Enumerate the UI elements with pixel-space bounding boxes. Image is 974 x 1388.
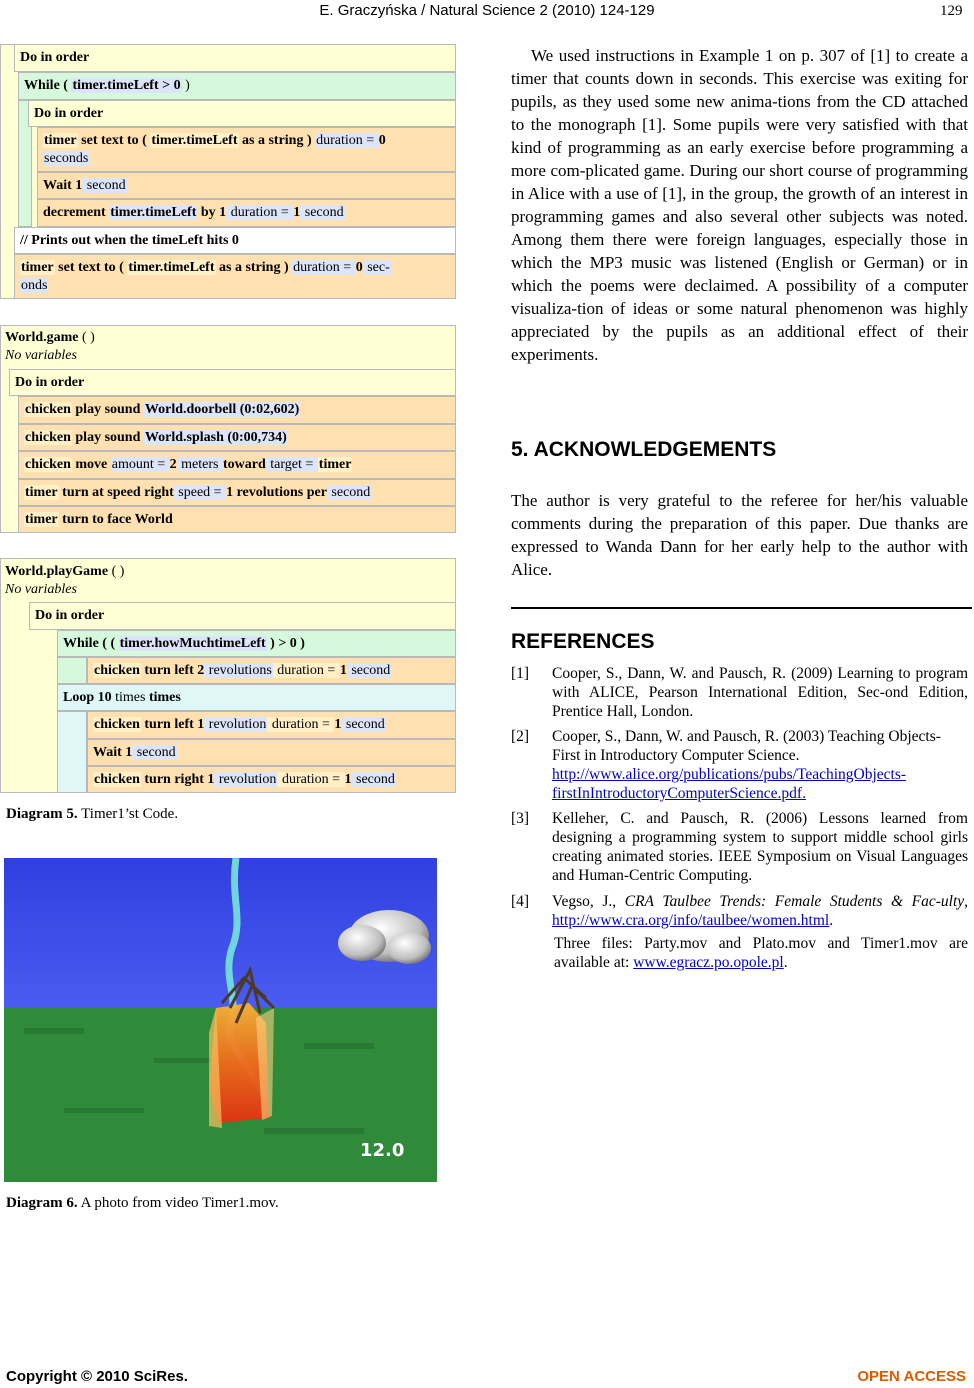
diagram-6-caption: Diagram 6. A photo from video Timer1.mov. bbox=[6, 1195, 279, 1211]
while-row: While ( ( timer.howMuchtimeLeft ) > 0 ) bbox=[57, 630, 456, 657]
reference-link[interactable]: http://www.cra.org/info/taulbee/women.html bbox=[552, 912, 830, 929]
loop-indent bbox=[57, 711, 87, 793]
statement-row: Wait 1 second bbox=[87, 739, 456, 766]
fire-icon bbox=[209, 1003, 274, 1128]
comment-row: // Prints out when the timeLeft hits 0 bbox=[14, 227, 456, 254]
inner-do-row: Do in order bbox=[28, 100, 456, 127]
copyright-footer: Copyright © 2010 SciRes. bbox=[6, 1368, 188, 1385]
loop-row: Loop 10 times times bbox=[57, 684, 456, 711]
open-access-label: OPEN ACCESS bbox=[857, 1368, 966, 1385]
statement-row: chicken turn right 1 revolution duration = 1 second bbox=[87, 766, 456, 793]
method-header: World.playGame ( ) No variables bbox=[5, 564, 125, 597]
reference-link[interactable]: firstInIntroductoryComputerScience.pdf. bbox=[552, 785, 806, 802]
files-link[interactable]: www.egracz.po.opole.pl bbox=[633, 954, 784, 971]
statement-row: chicken play sound World.splash (0:00,734) bbox=[18, 424, 456, 451]
reference-item: [4] Vegso, J., CRA Taulbee Trends: Female Students & Fac-ulty, http://www.cra.org/info/taulbee/women.html. bbox=[511, 893, 968, 929]
statement-row: chicken turn left 1 revolution duration = 1 second bbox=[87, 711, 456, 739]
wait-row: Wait 1 second bbox=[37, 172, 456, 199]
do-in-order-row: Do in order bbox=[9, 369, 456, 396]
acknowledgements-heading: 5. ACKNOWLEDGEMENTS bbox=[511, 438, 777, 461]
while-indent bbox=[57, 657, 87, 684]
acknowledgements-paragraph: The author is very grateful to the referee for her/his valuable comments during the preparation of this paper. Due thanks are expressed to Wanda Dann for her early help to the author with Alice. bbox=[511, 491, 968, 579]
do-in-order-row: Do in order bbox=[14, 44, 456, 72]
method-header: World.game ( ) No variables bbox=[5, 330, 95, 363]
decrement-row: decrement timer.timeLeft by 1 duration = 1 second bbox=[37, 199, 456, 227]
reference-item: [1] Cooper, S., Dann, W. and Pausch, R. (2009) Learning to program with ALICE, Pearson International Edition, Sec-ond Edition, Prentice Hall, London. bbox=[511, 665, 968, 720]
files-note: Three files: Party.mov and Plato.mov and Timer1.mov are available at: www.egracz.po.opole.pl. bbox=[554, 935, 968, 971]
timer-readout: 12.0 bbox=[360, 1140, 405, 1161]
set-text-row: timer set text to ( timer.timeLeft as a string ) duration = 0 seconds bbox=[37, 127, 456, 172]
page-number: 129 bbox=[940, 3, 963, 19]
statement-row: chicken play sound World.doorbell (0:02,602) bbox=[18, 396, 456, 424]
statement-row: timer turn at speed right speed = 1 revolutions per second bbox=[18, 479, 456, 506]
do-in-order-row: Do in order bbox=[29, 602, 456, 630]
statement-row: chicken turn left 2 revolutions duration = 1 second bbox=[87, 657, 456, 684]
reference-item: [2] Cooper, S., Dann, W. and Pausch, R. (2003) Teaching Objects-First in Introductory Computer Science. http://www.alice.org/publications/pubs/TeachingObjects- firstInIntroductoryComputerScience.pdf. bbox=[511, 728, 941, 802]
scene-illustration bbox=[4, 858, 437, 1182]
reference-link[interactable]: http://www.alice.org/publications/pubs/TeachingObjects- bbox=[552, 766, 907, 783]
statement-row: timer turn to face World bbox=[18, 506, 456, 533]
statement-row: chicken move amount = 2 meters toward target = timer bbox=[18, 451, 456, 479]
diagram-5-caption: Diagram 5. Timer1’st Code. bbox=[6, 806, 179, 822]
reference-item: [3] Kelleher, C. and Pausch, R. (2006) Lessons learned from designing a programming system to support middle school girls creating animated stories. IEEE Symposium on Visual Languages and Human-Centric Computing. bbox=[511, 810, 968, 884]
final-set-text-row: timer set text to ( timer.timeLeft as a string ) duration = 0 sec- onds bbox=[14, 254, 456, 299]
references-heading: REFERENCES bbox=[511, 630, 655, 653]
section-divider bbox=[511, 607, 972, 609]
while-row: While ( timer.timeLeft > 0 ) bbox=[18, 72, 456, 100]
running-title: E. Graczyńska / Natural Science 2 (2010) 124-129 bbox=[319, 2, 655, 19]
body-paragraph: We used instructions in Example 1 on p. 307 of [1] to create a timer that counts down in seconds. This exercise was exiting for pupils, as they used some new anima-tions from the CD attached to the monograph [1]. Some pupils were very satisfied with that kind of programming as an early exercise before programming a more com-plicated game. During our short course of programming in Alice with a use of [1], in the group, the growth of an interest in programming games and also several other subjects was noted. Among them there were foreign languages, especially those in which the MP3 music was listened (English or German) or in which the poems were declaimed. A possibility of a computer visualiza-tion of ideas or some natural phenomenon was highly appreciated by the pupils as an additional effect of their experiments. bbox=[511, 46, 968, 364]
timer-video-photo bbox=[4, 858, 437, 1182]
